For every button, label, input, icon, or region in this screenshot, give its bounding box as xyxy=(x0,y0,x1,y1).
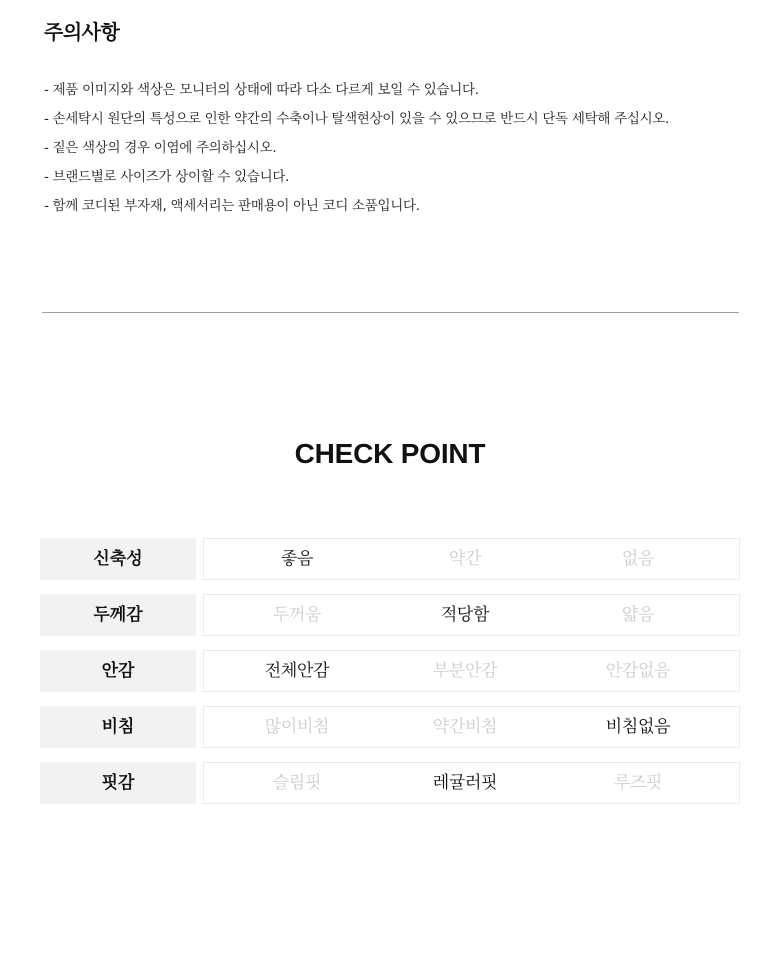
option: 약간비침 xyxy=(432,717,498,737)
check-point-row-thickness xyxy=(40,594,740,636)
option-group xyxy=(203,594,740,636)
notice-item: - 제품 이미지와 색상은 모니터의 상태에 따라 다소 다르게 보일 수 있습니다. xyxy=(44,82,479,98)
option-group xyxy=(203,538,740,580)
option-group xyxy=(203,762,740,804)
check-point-row-lining xyxy=(40,650,740,692)
notice-list xyxy=(44,76,744,221)
option-group xyxy=(203,650,740,692)
option: 두꺼움 xyxy=(272,605,322,625)
option: 부분안감 xyxy=(432,661,498,681)
option-selected: 레귤러핏 xyxy=(432,773,498,793)
notice-section xyxy=(44,18,744,221)
option-selected: 적당함 xyxy=(440,605,490,625)
row-label: 안감 xyxy=(40,650,196,692)
notice-item: - 짙은 색상의 경우 이염에 주의하십시오. xyxy=(44,140,277,156)
option: 루즈핏 xyxy=(613,773,663,793)
notice-title: 주의사항 xyxy=(44,20,120,44)
notice-item: - 브랜드별로 사이즈가 상이할 수 있습니다. xyxy=(44,169,290,185)
option: 없음 xyxy=(621,549,655,569)
check-point-row-fit xyxy=(40,762,740,804)
check-point-table xyxy=(40,538,740,818)
option-group xyxy=(203,706,740,748)
option: 안감없음 xyxy=(605,661,671,681)
row-label: 핏감 xyxy=(40,762,196,804)
notice-item: - 손세탁시 원단의 특성으로 인한 약간의 수축이나 탈색현상이 있을 수 있으므로 반드시 단독 세탁해 주십시오. xyxy=(44,111,670,127)
option-selected: 전체안감 xyxy=(264,661,330,681)
check-point-title: CHECK POINT xyxy=(294,438,486,469)
row-label: 신축성 xyxy=(40,538,196,580)
option: 약간 xyxy=(448,549,482,569)
option-selected: 좋음 xyxy=(280,549,314,569)
check-point-row-stretch xyxy=(40,538,740,580)
option: 많이비침 xyxy=(264,717,330,737)
option: 얇음 xyxy=(621,605,655,625)
row-label: 두께감 xyxy=(40,594,196,636)
option-selected: 비침없음 xyxy=(605,717,671,737)
row-label: 비침 xyxy=(40,706,196,748)
check-point-row-sheerness xyxy=(40,706,740,748)
notice-item: - 함께 코디된 부자재, 액세서리는 판매용이 아닌 코디 소품입니다. xyxy=(44,198,420,214)
section-divider xyxy=(42,312,739,313)
option: 슬림핏 xyxy=(272,773,322,793)
